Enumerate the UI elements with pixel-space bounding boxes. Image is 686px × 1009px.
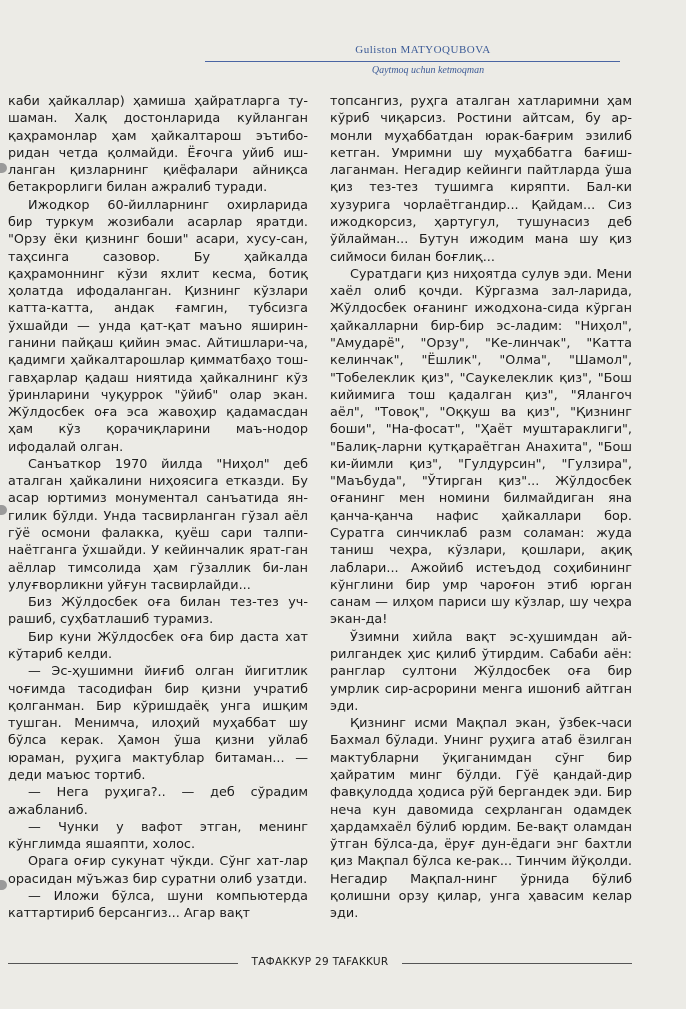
- paragraph: топсангиз, руҳга аталган хатларимни ҳам кўриб чиқарсиз. Ростини айтсам, бу ар-монли муҳаббатдан юрак-бағрим эзилиб кетган. Умримни шу муҳаббатга бағиш-лаганман. Негадир кейинги пайтларда ўша қиз тез-тез тушимга киряпти. Бал-ки хузурига чорлаётгандир... Қайдам... Сиз ижодкорсиз, ҳартугул, тушунасиз деб ўйлайман... Бутун ижодим мана шу қиз сиймоси билан боғлиқ...: [330, 94, 632, 265]
- paragraph: — Иложи бўлса, шуни компьютерда каттартириб берсангиз... Агар вақт: [8, 888, 308, 922]
- paragraph: Суратдаги қиз ниҳоятда сулув эди. Мени хаёл олиб қочди. Кўргазма зал-ларида, Жўлдосбек оғанинг ижодхона-сида кўрган ҳайкалларни бир-бир эс-ладим: "Ниҳол", "Амударё", "Орзу", "Ке-линчак", "Катта келинчак", "Ёшлик", "Олма", "Шамол", "Тобелеклик қиз", "Саукелеклик қиз", "Бош кийимига тош қадалган қиз", "Ялангоч аёл", "Товоқ", "Оққуш ва қиз", "Қизнинг боши", "На-фосат", "Ҳаёт муштараклиги", "Балиқ-ларни қутқараётган Анахита", "Бош ки-йимли қиз", "Гулдурсин", "Гулзира", "Маъбуда", "Ўтирган қиз"... Жўлдосбек оғанинг мен номини билмайдиган яна қанча-қанча нафис ҳайкаллари бор. Суратга синчиклаб разм соламан: жуда таниш чеҳра, кўзлари, қошлари, ақиқ лаблари... Ажойиб истеъдод соҳибининг кўнглини бир умр чароғон этиб юрган санам — илҳом париси шу кўзлар, шу чеҳра экан-да!: [330, 266, 632, 628]
- footer-rule-right: [402, 963, 632, 964]
- footer-rule-left: [8, 963, 238, 964]
- paragraph: Қизнинг исми Мақпал экан, ўзбек-часи Бахмал бўлади. Унинг руҳига атаб ёзилган мактубларни ўқиганимдан сўнг бир ҳайратим минг бўлди. Гўё қандай-дир фавқулодда ҳодиса рўй бергандек эди. Бир неча кун давомида сеҳрланган одамдек ҳардамхаёл бўлиб юрдим. Бе-вақт оламдан ўтган бўлса-да, ёруғ дун-ёдаги энг бахтли қиз Мақпал бўлса ке-рак... Тинчим йўқолди. Негадир Мақпал-нинг ўрнида бўлиб қолишни орзу қилар, унга ҳавасим келар эди.: [330, 716, 632, 922]
- paragraph: Санъаткор 1970 йилда "Ниҳол" деб аталган ҳайкалини ниҳоясига етказди. Бу асар юртимиз монументал санъатида ян-гилик бўлди. Унда тасвирланган гўзал аёл гўё осмони фалакка, қуёш сари талпи-наётганга ўхшайди. У кейинчалик ярат-ган аёллар тимсолида ҳам гўзаллик би-лан улуғворликни уйғун тасвирлайди...: [8, 456, 308, 593]
- paragraph: — Нега руҳига?.. — деб сўрадим ажабланиб.: [8, 785, 308, 818]
- paragraph: Биз Жўлдосбек оға билан тез-тез уч-рашиб, суҳбатлашиб турамиз.: [8, 595, 308, 628]
- left-column: [8, 93, 308, 923]
- paragraph: Ўзимни хийла вақт эс-ҳушимдан ай-рилгандек ҳис қилиб ўтирдим. Сабаби аён: ранглар султони Жўлдосбек оға бир умрлик сир-асрорини менга ишониб айтган эди.: [330, 629, 632, 714]
- article-subtitle: Qаytmoq uchun ketmoqman: [371, 65, 485, 76]
- paragraph: каби ҳайкаллар) ҳамиша ҳайратларга ту-шаман. Халқ достонларида куйланган қаҳрамонлар ҳам ҳайкалтарош эътибо-ридан четда қолмайди. Ёғочга уйиб иш-ланган қизларнинг қиёфалари айниқса бетакрорлиги билан ажралиб туради.: [8, 94, 308, 196]
- page-footer: [0, 956, 686, 970]
- paragraph: Ижодкор 60-йилларнинг охирларида бир туркум жозибали асарлар яратди. "Орзу ёки қизнинг боши" асари, хусу-сан, таҳсинга сазовор. Бу ҳайкалда қаҳрамоннинг кўзи яхлит кесма, ботиқ ҳолатда ифодаланган. Қизнинг кўзлари катта-катта, андак ғамгин, тубсизга ўхшайди — унда қат-қат маъно яширин-ганини пайқаш қийин эмас. Айтишлари-ча, қадимги ҳайкалтарошлар қимматбаҳо тош-гавҳарлар қадаш ниятида ҳайкалнинг кўз ўринларини чуқуррок "ўйиб" олар экан. Жўлдосбек оға эса жавоҳир қадамасдан ҳам кўз қорачиқларини маъ-нодор ифодалай олган.: [8, 197, 308, 455]
- paragraph: — Эс-ҳушимни йиғиб олган йигитлик чоғимда тасодифан бир қизни учратиб қолганман. Бир кўришдаёқ унга ишқим тушган. Менимча, илоҳий муҳаббат шу бўлса керак. Ҳамон ўша қизни уйлаб юраман, руҳига мактублар битаман... — деди маъюс тортиб.: [8, 664, 308, 783]
- binding-hole: [0, 163, 7, 173]
- right-column: [330, 93, 632, 923]
- paragraph: Орага оғир сукунат чўкди. Сўнг хат-лар орасидан мўъжаз бир суратни олиб узатди.: [8, 854, 308, 887]
- paragraph: Бир куни Жўлдосбек оға бир даста хат кўтариб келди.: [8, 629, 308, 662]
- paragraph: — Чунки у вафот этган, менинг кўнглимда яшаяпти, холос.: [8, 819, 308, 853]
- author-name: Gulistоn MATYOQUBOVA: [355, 44, 491, 56]
- header-rule: [205, 61, 620, 62]
- binding-hole: [0, 505, 7, 515]
- running-header: [0, 44, 686, 56]
- footer-page-label: ТАФАККУР 29 TAFAKKUR: [251, 956, 389, 968]
- binding-hole: [0, 880, 7, 890]
